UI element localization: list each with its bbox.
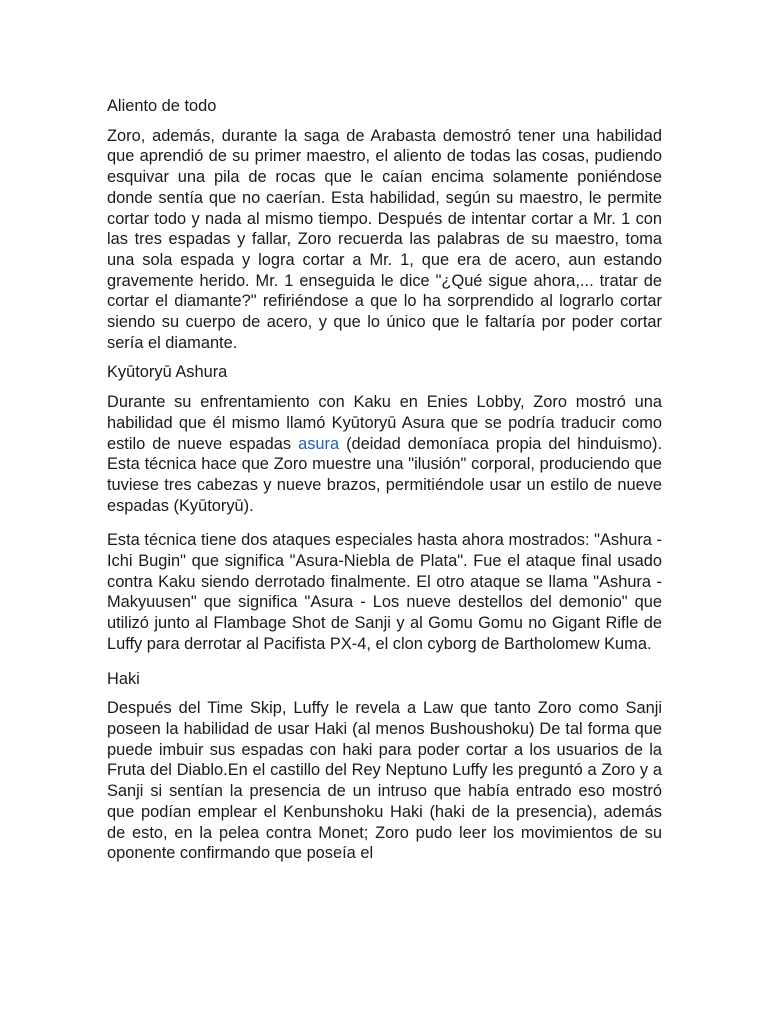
document-page — [107, 96, 662, 878]
paragraph: Esta técnica tiene dos ataques especiales hasta ahora mostrados: "Ashura - Ichi Bugin" que significa "Asura-Niebla de Plata". Fue el ataque final usado contra Kaku siendo derrotado finalmente. El otro ataque se llama "Ashura - Makyuusen" que significa "Asura - Los nueve destellos del demonio" que utilizó junto al Flambage Shot de Sanji y al Gomu Gomu no Gigant Rifle de Luffy para derrotar al Pacifista PX-4, el clon cyborg de Bartholomew Kuma. — [107, 531, 662, 653]
paragraph: Zoro, además, durante la saga de Arabasta demostró tener una habilidad que aprendió de su primer maestro, el aliento de todas las cosas, pudiendo esquivar una pila de rocas que le caían encima solamente poniéndose donde sentía que no caerían. Esta habilidad, según su maestro, le permite cortar todo y nada al mismo tiempo. Después de intentar cortar a Mr. 1 con las tres espadas y fallar, Zoro recuerda las palabras de su maestro, toma una sola espada y logra cortar a Mr. 1, que era de acero, aun estando gravemente herido. Mr. 1 enseguida le dice "¿Qué sigue ahora,... tratar de cortar el diamante?" refiriéndose a que lo ha sorprendido al lograrlo cortar siendo su cuerpo de acero, y que lo único que le faltaría por poder cortar sería el diamante. — [107, 126, 662, 352]
section-heading: Haki — [107, 669, 140, 688]
paragraph-text: (deidad demoníaca propia del hinduismo). Esta técnica hace que Zoro muestre una "ilusión" corporal, produciendo que tuviese tres cabezas y nueve brazos, permitiéndole usar un estilo de nueve espadas (Kyūtoryū). — [107, 434, 662, 515]
paragraph-text: Durante su enfrentamiento con Kaku en Enies Lobby, Zoro mostró una habilidad que él mismo llamó Kyūtoryū Asura que se podría traducir como estilo de nueve espadas — [107, 393, 662, 453]
asura-link[interactable]: asura — [298, 434, 340, 453]
section-heading: Aliento de todo — [107, 97, 217, 115]
section-haki — [107, 669, 662, 864]
section-aliento — [107, 96, 662, 353]
paragraph — [107, 392, 662, 516]
section-heading: Kyūtoryū Ashura — [107, 363, 228, 382]
paragraph: Después del Time Skip, Luffy le revela a Law que tanto Zoro como Sanji poseen la habilidad de usar Haki (al menos Bushoushoku) De tal forma que puede imbuir sus espadas con haki para poder cortar a los usuarios de la Fruta del Diablo.En el castillo del Rey Neptuno Luffy les preguntó a Zoro y a Sanji si sentían la presencia de un intruso que había entrado eso mostró que podían emplear el Kenbunshoku Haki (haki de la presencia), además de esto, en la pelea contra Monet; Zoro pudo leer los movimientos de su oponente confirmando que poseía el — [107, 699, 662, 863]
section-kyutoryu-ashura — [107, 362, 662, 654]
